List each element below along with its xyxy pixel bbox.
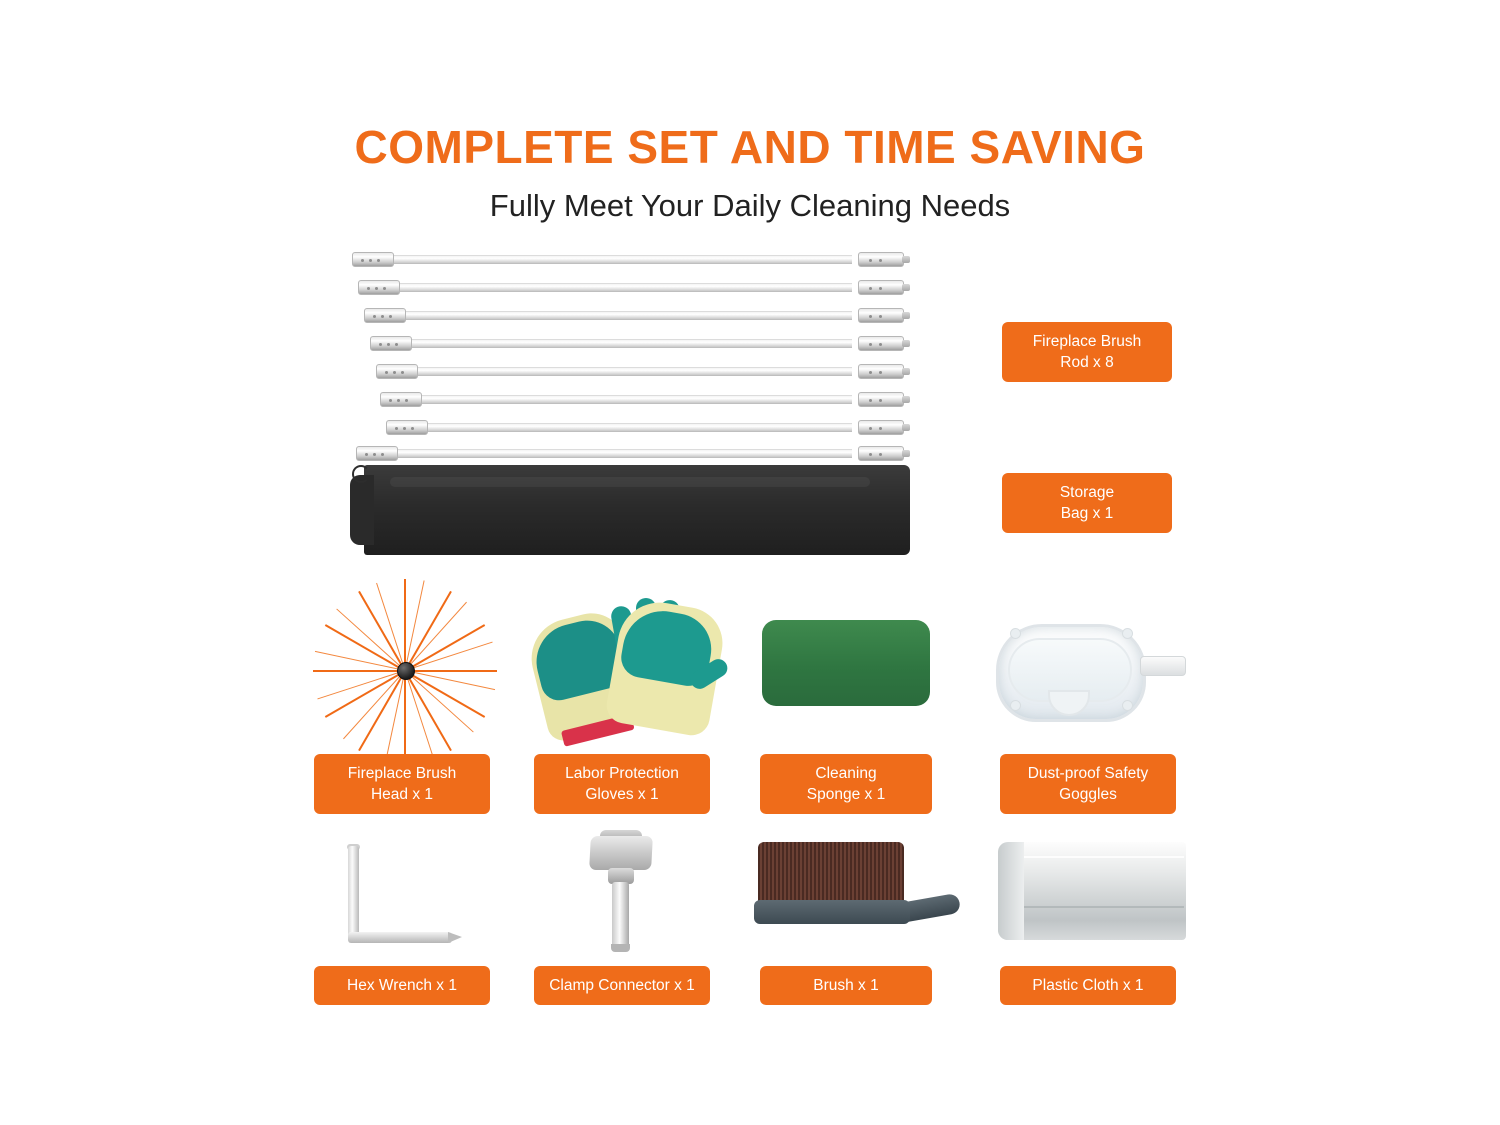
- plastic-cloth-icon: [998, 842, 1188, 942]
- label-line-2: Gloves x 1: [585, 786, 659, 803]
- page-subtitle: Fully Meet Your Daily Cleaning Needs: [489, 188, 1011, 223]
- label-fireplace-brush-head: [314, 754, 490, 814]
- label-clamp-connector: [534, 966, 710, 1005]
- brush-head-icon: [310, 600, 500, 740]
- page-title: COMPLETE SET AND TIME SAVING: [354, 121, 1146, 173]
- label-line-2: Rod x 8: [1060, 354, 1114, 371]
- label-hex-wrench: [314, 966, 490, 1005]
- label-line-1: Plastic Cloth x 1: [1032, 977, 1144, 994]
- label-line-2: Goggles: [1059, 786, 1117, 803]
- label-storage-bag: [1002, 473, 1172, 533]
- label-line-2: Sponge x 1: [806, 786, 886, 803]
- label-fireplace-brush-rod: [1002, 322, 1172, 382]
- label-brush: [760, 966, 932, 1005]
- label-line-1: Cleaning: [815, 765, 877, 782]
- bench-brush-icon: [748, 842, 958, 952]
- hex-wrench-icon: [336, 846, 476, 956]
- label-labor-protection-gloves: [534, 754, 710, 814]
- fireplace-brush-rod-image: [352, 248, 904, 450]
- label-line-1: Hex Wrench x 1: [347, 977, 457, 994]
- label-dust-proof-safety-goggles: [1000, 754, 1176, 814]
- label-line-2: Bag x 1: [1060, 505, 1114, 522]
- label-line-2: Head x 1: [370, 786, 434, 803]
- label-line-1: Dust-proof Safety: [1027, 765, 1149, 782]
- label-line-1: Storage: [1059, 484, 1115, 501]
- label-line-1: Labor Protection: [565, 765, 679, 782]
- label-line-1: Fireplace Brush: [347, 765, 457, 782]
- goggles-icon: [990, 618, 1190, 728]
- sponge-icon: [762, 620, 932, 728]
- clamp-connector-icon: [578, 836, 668, 956]
- label-line-1: Brush x 1: [813, 977, 879, 994]
- label-line-1: Clamp Connector x 1: [549, 977, 695, 994]
- label-plastic-cloth: [1000, 966, 1176, 1005]
- storage-bag-image: [350, 465, 910, 555]
- gloves-icon: [528, 598, 728, 748]
- label-line-1: Fireplace Brush: [1032, 333, 1142, 350]
- label-cleaning-sponge: [760, 754, 932, 814]
